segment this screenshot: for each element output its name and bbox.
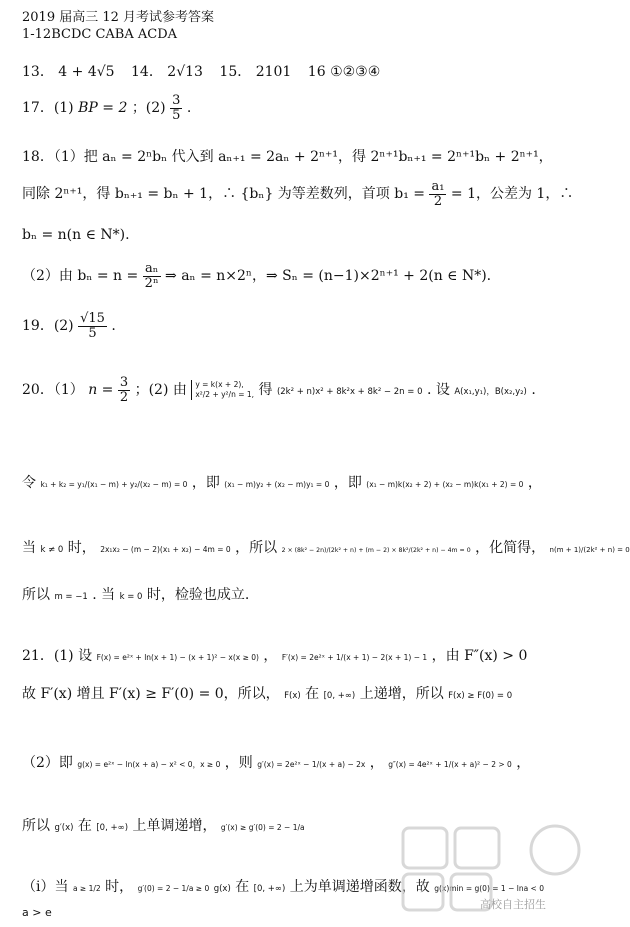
q21-l2e: 上递增，所以 — [359, 686, 444, 702]
q19-fraction — [78, 312, 107, 340]
q20-eq-a: (x₁ − m)y₂ + (x₂ − m)y₁ = 0 — [224, 480, 330, 489]
q20-l3e: ，所以 — [235, 540, 278, 556]
q20-l1d: 得 — [258, 382, 273, 399]
q20-system — [191, 380, 254, 400]
q21-l3g: ， — [516, 755, 531, 771]
q20-l1f: . 设 — [426, 382, 450, 399]
q20-system-eq1: y = k(x + 2), — [195, 380, 244, 390]
q20-points: A(x₁,y₁)，B(x₂,y₂) — [454, 387, 527, 398]
q21-interval-2: [0, +∞) — [96, 823, 129, 833]
answer-21-line2 — [22, 683, 588, 703]
q20-l2c: ，即 — [191, 475, 220, 491]
q21-l3c: ，则 — [224, 755, 253, 771]
answer-17 — [22, 94, 588, 122]
q20-l4c: . 当 — [92, 587, 116, 603]
q20-l3g: ，化简得， — [475, 540, 546, 556]
q20-l2a: 令 — [22, 475, 36, 491]
answer-20-line3 — [22, 537, 630, 557]
q18-an-den: 2ⁿ — [144, 275, 159, 291]
q20-vieta-eq: 2x₁x₂ − (m − 2)(x₁ + x₂) − 4m = 0 — [100, 545, 231, 554]
q20-quadratic: (2k² + n)x² + 8k²x + 8k² − 2n = 0 — [276, 387, 423, 398]
q21-l3a: （2）即 — [22, 755, 73, 771]
q20-n-num: 3 — [119, 375, 129, 390]
q20-l3a: 当 — [22, 540, 36, 556]
q20-k-zero: k = 0 — [119, 592, 143, 602]
q21-gmin: g(x)min = g(0) = 1 − lna < 0 — [434, 884, 544, 893]
q20-l1a: 20．（1） — [22, 382, 84, 399]
q13-answer: 4 + 4√5 — [58, 64, 115, 80]
q21-gx: g(x) — [213, 884, 231, 894]
q17-fraction — [170, 94, 182, 122]
q17-label: 17．(1) — [22, 100, 74, 117]
q16-label: 16 — [307, 64, 326, 80]
q21-g-prime-ineq: g′(x) ≥ g′(0) = 2 − 1/a — [220, 823, 305, 832]
multiple-choice-answers: 1-12BCDC CABA ACDA — [22, 27, 178, 42]
q20-l1h: . — [531, 382, 536, 399]
watermark-text: 高校自主招生 — [480, 898, 546, 911]
answer-20-line1 — [22, 376, 588, 404]
q20-m-value: m = −1 — [54, 592, 88, 602]
q20-k-nonzero: k ≠ 0 — [40, 545, 64, 555]
q19-label: 19．(2) — [22, 318, 74, 335]
q20-simplified: n(m + 1)/(2k² + n) = 0 — [549, 546, 630, 554]
answer-20-line4 — [22, 584, 588, 604]
q16-answer: ①②③④ — [330, 64, 381, 80]
q18-line2a: 同除 2ⁿ⁺¹，得 bₙ₊₁ = bₙ + 1，∴ {bₙ} 为等差数列，首项 b₁ = — [22, 186, 426, 203]
q20-l1c: ；(2) 由 — [134, 382, 187, 399]
q21-l1a: 21．(1) 设 — [22, 648, 93, 664]
q18-b1-den: 2 — [433, 193, 443, 209]
q17-sep: ；(2) — [131, 100, 166, 117]
answer-18-line3: bₙ = n(n ∈ N*). — [22, 227, 130, 243]
q21-interval: [0, +∞) — [323, 691, 356, 701]
q15-label: 15． — [219, 64, 252, 80]
q20-eq-b: (x₁ − m)k(x₂ + 2) + (x₂ − m)k(x₁ + 2) = 0 — [366, 480, 524, 489]
q21-l5a: （ⅰ）当 — [22, 879, 69, 895]
answer-19 — [22, 312, 588, 340]
q18-b1-fraction — [429, 180, 446, 208]
q21-l3e: ， — [369, 755, 384, 771]
q17-part1: BP = 2 — [78, 100, 128, 117]
q21-l2a: 故 F′(x) 增且 F′(x) ≥ F′(0) = 0，所以， — [22, 686, 280, 702]
answer-21-line5 — [22, 876, 588, 896]
q15-answer: 2101 — [255, 64, 292, 80]
answer-21-line4 — [22, 815, 588, 835]
q18-an-fraction — [143, 262, 161, 290]
q21-F-ineq: F(x) ≥ F(0) = 0 — [448, 691, 513, 701]
q21-g-double-prime: g″(x) = 4e²ˣ + 1/(x + a)² − 2 > 0 — [388, 760, 512, 769]
q18-an-num: aₙ — [143, 262, 161, 277]
q21-F-prime: F′(x) = 2e²ˣ + 1/(x + 1) − 2(x + 1) − 1 — [281, 653, 428, 662]
q20-system-eq2: x²/2 + y²/n = 1, — [195, 390, 255, 400]
q21-l4e: 上单调递增， — [132, 818, 217, 834]
q19-num: √15 — [80, 311, 105, 326]
q21-l5f: 在 — [235, 879, 250, 895]
q17-den: 5 — [172, 107, 181, 123]
q21-F-def: F(x) = e²ˣ + ln(x + 1) − (x + 1)² − x(x ≥ 0) — [96, 653, 259, 662]
q20-n-fraction — [118, 376, 130, 404]
q17-end: . — [186, 100, 192, 117]
q21-l4c: 在 — [77, 818, 92, 834]
q14-label: 14． — [131, 64, 163, 80]
q21-a-cond: a ≥ 1/2 — [72, 884, 101, 893]
q20-l1b: n = — [88, 382, 114, 399]
q21-g-def: g(x) = e²ˣ − ln(x + a) − x² < 0，x ≥ 0 — [77, 760, 221, 769]
answer-21-line3 — [22, 752, 588, 772]
q19-end: . — [111, 318, 116, 335]
q18-line4b: ⇒ aₙ = n×2ⁿ，⇒ Sₙ = (n−1)×2ⁿ⁺¹ + 2(n ∈ N*). — [165, 268, 492, 285]
q21-l2c: 在 — [305, 686, 320, 702]
q21-l4a: 所以 — [22, 818, 50, 834]
q21-interval-3: [0, +∞) — [253, 884, 286, 894]
q20-slope-sum: k₁ + k₂ = y₁/(x₁ − m) + y₂/(x₂ − m) = 0 — [40, 480, 188, 489]
answers-13-16 — [22, 61, 588, 81]
q13-label: 13． — [22, 64, 54, 80]
q18-line2b: = 1，公差为 1，∴ — [450, 186, 574, 203]
q20-n-den: 2 — [119, 389, 129, 405]
q20-substituted: 2 × (8k² − 2n)/(2k² + n) + (m − 2) × 8k²/(2k² + n) − 4m = 0 — [281, 547, 471, 554]
q21-g-prime: g′(x) = 2e²ˣ − 1/(x + a) − 2x — [257, 760, 366, 769]
q21-g-prime-short: g′(x) — [54, 823, 74, 833]
answer-20-line2 — [22, 472, 588, 492]
q19-den: 5 — [88, 325, 97, 341]
q21-l1e: ，由 F″(x) > 0 — [431, 648, 528, 664]
q18-b1-num: a₁ — [431, 179, 445, 194]
answer-21-line6: a > e — [22, 906, 52, 919]
q20-l2e: ，即 — [333, 475, 362, 491]
q20-l2g: ， — [527, 475, 542, 491]
q20-l4a: 所以 — [22, 587, 50, 603]
q21-l5h: 上为单调递增函数，故 — [289, 879, 430, 895]
q20-l4e: 时，检验也成立. — [146, 587, 250, 603]
answer-18-line2 — [22, 180, 588, 208]
q18-line4a: （2）由 bₙ = n = — [22, 268, 139, 285]
q21-Fx: F(x) — [284, 691, 301, 701]
answer-18-line1: 18．（1）把 aₙ = 2ⁿbₙ 代入到 aₙ₊₁ = 2aₙ + 2ⁿ⁺¹，得 2ⁿ⁺¹bₙ₊₁ = 2ⁿ⁺¹bₙ + 2ⁿ⁺¹， — [22, 149, 553, 165]
answer-21-line1 — [22, 645, 588, 665]
q21-g0-prime: g′(0) = 2 − 1/a ≥ 0 — [137, 884, 210, 893]
q21-l1c: ， — [263, 648, 278, 664]
answer-18-line4 — [22, 262, 588, 290]
q20-l3c: 时， — [67, 540, 96, 556]
document-title: 2019 届高三 12 月考试参考答案 — [22, 10, 215, 25]
q21-l5c: 时， — [105, 879, 134, 895]
q17-num: 3 — [172, 93, 181, 108]
q14-answer: 2√13 — [167, 64, 203, 80]
